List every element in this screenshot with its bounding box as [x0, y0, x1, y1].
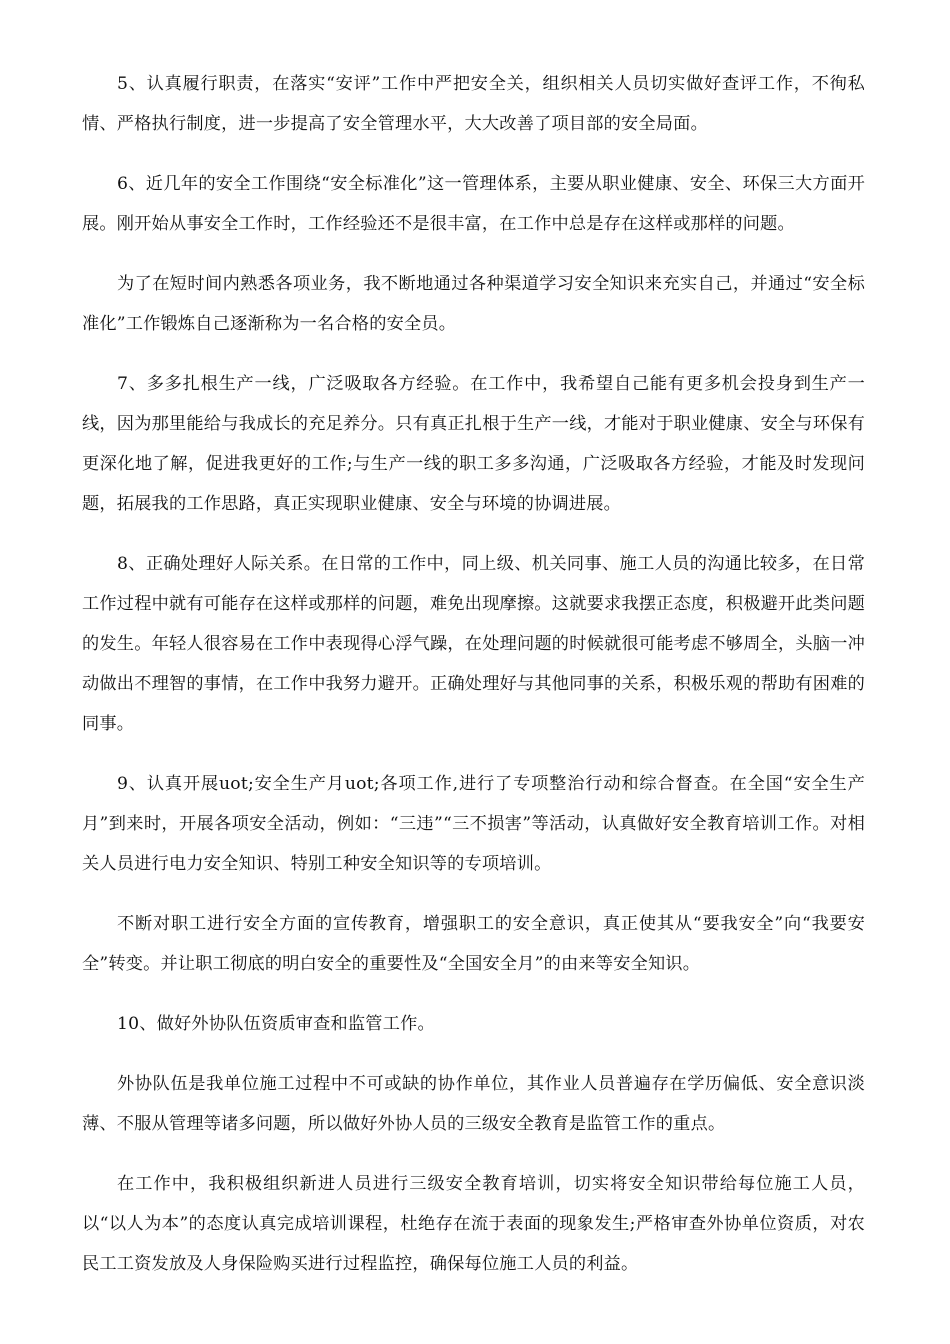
paragraph-item-8: 8、正确处理好人际关系。在日常的工作中，同上级、机关同事、施工人员的沟通比较多，在日常工作过程中就有可能存在这样或那样的问题，难免出现摩擦。这就要求我摆正态度，积极避开此类问题的发生。年轻人很容易在工作中表现得心浮气躁，在处理问题的时候就很可能考虑不够周全，头脑一冲动做出不理智的事情，在工作中我努力避开。正确处理好与其他同事的关系，积极乐观的帮助有困难的同事。 — [82, 554, 865, 734]
paragraph-contractors: 外协队伍是我单位施工过程中不可或缺的协作单位，其作业人员普遍存在学历偏低、安全意识淡薄、不服从管理等诸多问题，所以做好外协人员的三级安全教育是监管工作的重点。 — [82, 1074, 865, 1134]
document-body — [82, 64, 865, 1304]
paragraph-education: 不断对职工进行安全方面的宣传教育，增强职工的安全意识，真正使其从“要我安全”向“我要安全”转变。并让职工彻底的明白安全的重要性及“全国安全月”的由来等安全知识。 — [82, 914, 865, 974]
paragraph-item-6: 6、近几年的安全工作围绕“安全标准化”这一管理体系，主要从职业健康、安全、环保三大方面开展。刚开始从事安全工作时，工作经验还不是很丰富，在工作中总是存在这样或那样的问题。 — [82, 174, 865, 234]
paragraph-study: 为了在短时间内熟悉各项业务，我不断地通过各种渠道学习安全知识来充实自己，并通过“安全标准化”工作锻炼自己逐渐称为一名合格的安全员。 — [82, 274, 865, 334]
paragraph-item-7: 7、多多扎根生产一线，广泛吸取各方经验。在工作中，我希望自己能有更多机会投身到生产一线，因为那里能给与我成长的充足养分。只有真正扎根于生产一线，才能对于职业健康、安全与环保有更深化地了解，促进我更好的工作;与生产一线的职工多多沟通，广泛吸取各方经验，才能及时发现问题，拓展我的工作思路，真正实现职业健康、安全与环境的协调进展。 — [82, 374, 865, 514]
paragraph-item-5: 5、认真履行职责，在落实“安评”工作中严把安全关，组织相关人员切实做好查评工作，不徇私情、严格执行制度，进一步提高了安全管理水平，大大改善了项目部的安全局面。 — [82, 74, 865, 134]
paragraph-item-10: 10、做好外协队伍资质审查和监管工作。 — [117, 1014, 435, 1034]
paragraph-item-9: 9、认真开展uot;安全生产月uot;各项工作,进行了专项整治行动和综合督查。在全国“安全生产月”到来时，开展各项安全活动，例如：“三违”“三不损害”等活动，认真做好安全教育培训工作。对相关人员进行电力安全知识、特别工种安全知识等的专项培训。 — [82, 774, 865, 874]
paragraph-training: 在工作中，我积极组织新进人员进行三级安全教育培训，切实将安全知识带给每位施工人员，以“以人为本”的态度认真完成培训课程，杜绝存在流于表面的现象发生;严格审查外协单位资质，对农民工工资发放及人身保险购买进行过程监控，确保每位施工人员的利益。 — [82, 1174, 865, 1274]
